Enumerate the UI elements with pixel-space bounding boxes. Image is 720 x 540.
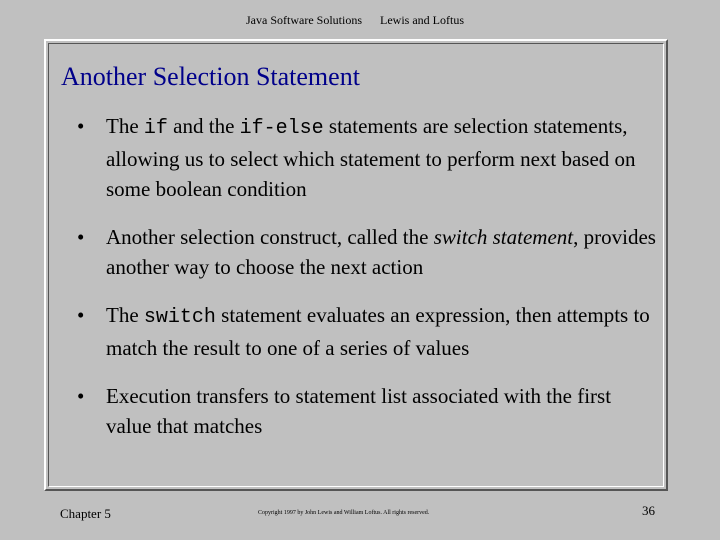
text-segment: Another selection construct, called the <box>106 225 434 249</box>
bullet-text <box>106 225 656 279</box>
text-segment: , provides another way to choose the next action <box>106 225 656 279</box>
code-keyword: if-else <box>239 117 324 140</box>
bullet-text <box>106 114 636 201</box>
text-segment: statements are selection statements, allowing us to select which statement to perform next based on some boolean condition <box>106 114 636 201</box>
bullet-list <box>77 111 657 459</box>
bullet-item <box>77 222 657 282</box>
bullet-text <box>106 384 611 438</box>
code-keyword: switch <box>143 306 216 329</box>
bullet-item <box>77 381 657 441</box>
bullet-marker: • <box>77 225 85 249</box>
italic-term: switch statement <box>433 225 574 249</box>
bullet-text <box>106 303 650 360</box>
code-keyword: if <box>143 117 168 140</box>
bullet-item <box>77 111 657 204</box>
page-number: 36 <box>642 503 655 518</box>
slide-title: Another Selection Statement <box>61 62 360 91</box>
footer-chapter: Chapter 5 <box>60 506 111 521</box>
footer-copyright: Copyright 1997 by John Lewis and William Loftus. All rights reserved. <box>258 510 430 516</box>
text-segment: The <box>106 303 144 327</box>
header-authors: Lewis and Loftus <box>380 13 464 27</box>
bullet-marker: • <box>77 303 85 327</box>
bullet-marker: • <box>77 114 85 138</box>
text-segment: and the <box>167 114 240 138</box>
bullet-marker: • <box>77 384 85 408</box>
text-segment: statement evaluates an expression, then attempts to match the result to one of a series of values <box>106 303 650 360</box>
text-segment: The <box>106 114 144 138</box>
text-segment: Execution transfers to statement list associated with the first value that matches <box>106 384 612 438</box>
header-book-title: Java Software Solutions <box>246 13 362 27</box>
bullet-item <box>77 300 657 363</box>
